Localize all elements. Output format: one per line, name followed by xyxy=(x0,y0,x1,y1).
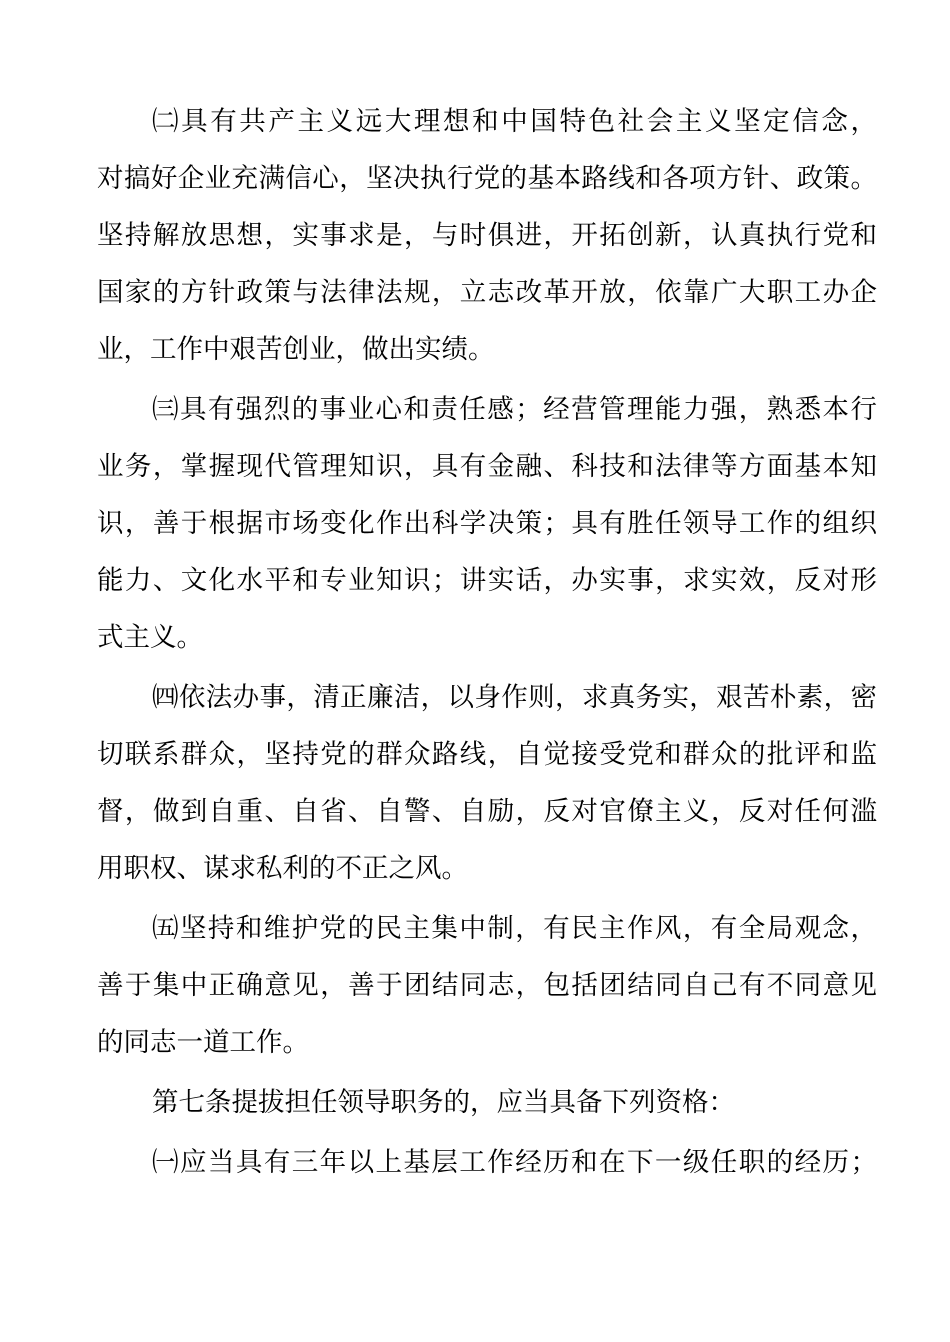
paragraph-2-line-4: 国家的方针政策与法律法规，立志改革开放，依靠广大职工办企 xyxy=(97,277,877,308)
paragraph-2-line-1: ㈡具有共产主义远大理想和中国特色社会主义坚定信念， xyxy=(152,106,877,137)
paragraph-5-line-1: ㈤坚持和维护党的民主集中制，有民主作风，有全局观念， xyxy=(152,913,877,944)
article-7-heading: 第七条提拔担任领导职务的，应当具备下列资格： xyxy=(152,1087,735,1118)
paragraph-5-line-3: 的同志一道工作。 xyxy=(97,1027,309,1058)
paragraph-3-line-2: 业务，掌握现代管理知识，具有金融、科技和法律等方面基本知 xyxy=(97,451,877,482)
paragraph-2-line-3: 坚持解放思想，实事求是，与时俱进，开拓创新，认真执行党和 xyxy=(97,220,877,251)
paragraph-3-line-4: 能力、文化水平和专业知识；讲实话，办实事，求实效，反对形 xyxy=(97,565,877,596)
paragraph-4-line-3: 督，做到自重、自省、自警、自励，反对官僚主义，反对任何滥 xyxy=(97,796,877,827)
paragraph-2-line-2: 对搞好企业充满信心，坚决执行党的基本路线和各项方针、政策。 xyxy=(97,163,877,194)
paragraph-3-line-1: ㈢具有强烈的事业心和责任感；经营管理能力强，熟悉本行 xyxy=(152,394,877,425)
paragraph-3-line-3: 识，善于根据市场变化作出科学决策；具有胜任领导工作的组织 xyxy=(97,508,877,539)
paragraph-4-line-1: ㈣依法办事，清正廉洁，以身作则，求真务实，艰苦朴素，密 xyxy=(152,682,877,713)
paragraph-4-line-2: 切联系群众，坚持党的群众路线，自觉接受党和群众的批评和监 xyxy=(97,739,877,770)
paragraph-5-line-2: 善于集中正确意见，善于团结同志，包括团结同自己有不同意见 xyxy=(97,970,877,1001)
paragraph-2-line-5: 业，工作中艰苦创业，做出实绩。 xyxy=(97,334,495,365)
paragraph-3-line-5: 式主义。 xyxy=(97,622,203,653)
article-7-item-1: ㈠应当具有三年以上基层工作经历和在下一级任职的经历； xyxy=(152,1147,877,1178)
paragraph-4-line-4: 用职权、谋求私利的不正之风。 xyxy=(97,853,468,884)
